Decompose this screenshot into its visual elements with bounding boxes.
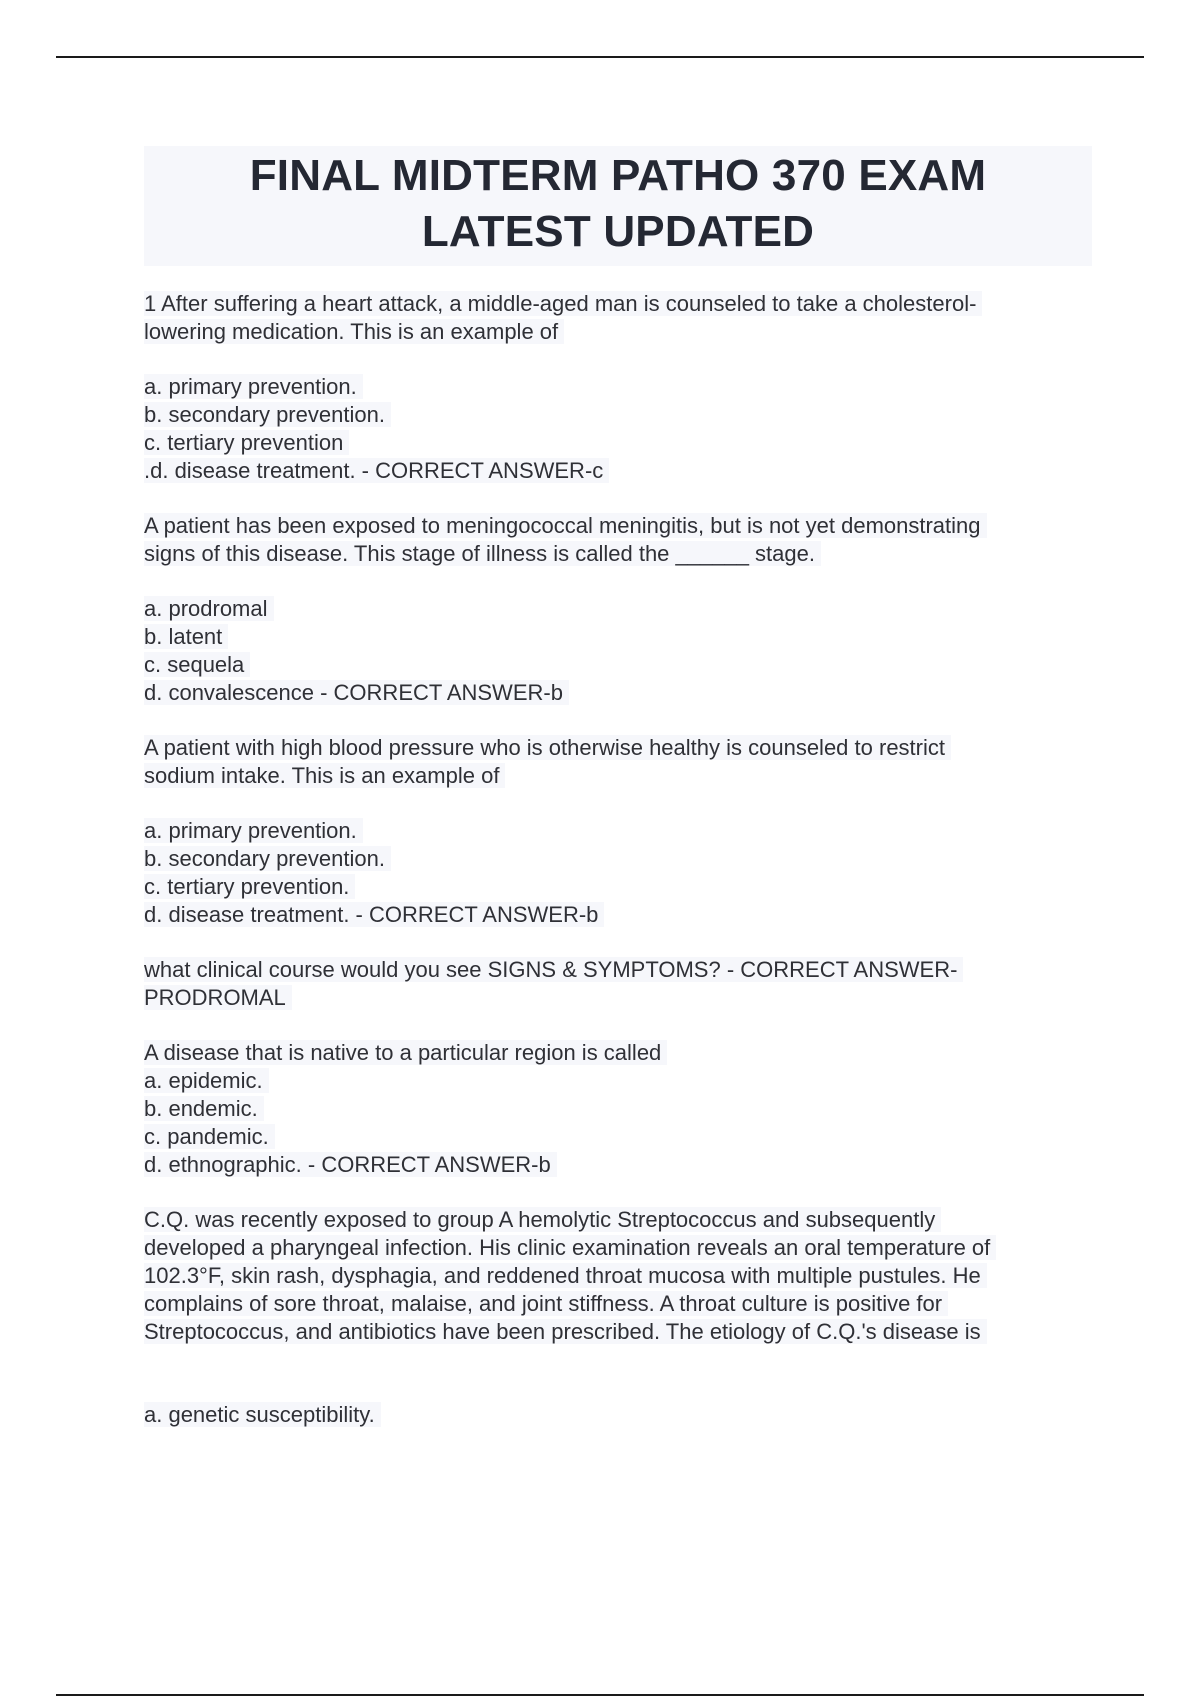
question-stem-line: A disease that is native to a particular region is called [144, 1040, 667, 1065]
question-5 [144, 1039, 1092, 1179]
top-rule [56, 56, 1144, 58]
question-stem-line: 102.3°F, skin rash, dysphagia, and reddened throat mucosa with multiple pustules. He [144, 1263, 987, 1288]
document-body [144, 146, 1092, 1429]
answer-option: b. secondary prevention. [144, 846, 391, 871]
question-4 [144, 956, 1092, 1012]
answer-option: c. pandemic. [144, 1124, 275, 1149]
answer-option: a. primary prevention. [144, 818, 363, 843]
question-stem-line: what clinical course would you see SIGNS & SYMPTOMS? - CORRECT ANSWER- [144, 957, 963, 982]
question-stem-line: 1 After suffering a heart attack, a middle-aged man is counseled to take a cholesterol- [144, 291, 982, 316]
question-2 [144, 512, 1092, 707]
answer-option-with-correct-answer: d. disease treatment. - CORRECT ANSWER-b [144, 902, 604, 927]
title-line-1: FINAL MIDTERM PATHO 370 EXAM [249, 151, 987, 200]
answer-option-with-correct-answer: d. ethnographic. - CORRECT ANSWER-b [144, 1152, 557, 1177]
title-line-2: LATEST UPDATED [421, 207, 815, 256]
answer-option: c. sequela [144, 652, 250, 677]
answer-option-with-correct-answer: .d. disease treatment. - CORRECT ANSWER-c [144, 458, 609, 483]
page-title [144, 146, 1092, 266]
answer-option: b. endemic. [144, 1096, 264, 1121]
answer-option: c. tertiary prevention [144, 430, 349, 455]
question-stem-line: sodium intake. This is an example of [144, 763, 505, 788]
question-stem-line: C.Q. was recently exposed to group A hemolytic Streptococcus and subsequently [144, 1207, 941, 1232]
question-stem-line: A patient with high blood pressure who is otherwise healthy is counseled to restrict [144, 735, 951, 760]
question-stem-line: developed a pharyngeal infection. His clinic examination reveals an oral temperature of [144, 1235, 996, 1260]
question-stem-line: signs of this disease. This stage of illness is called the ______ stage. [144, 541, 821, 566]
question-1 [144, 290, 1092, 485]
question-stem-line: complains of sore throat, malaise, and joint stiffness. A throat culture is positive for [144, 1291, 948, 1316]
question-3 [144, 734, 1092, 929]
answer-option: c. tertiary prevention. [144, 874, 355, 899]
bottom-rule [56, 1694, 1144, 1696]
question-stem-line: Streptococcus, and antibiotics have been prescribed. The etiology of C.Q.'s disease is [144, 1319, 987, 1344]
question-6 [144, 1206, 1092, 1429]
question-stem-line: A patient has been exposed to meningococcal meningitis, but is not yet demonstrating [144, 513, 987, 538]
answer-option: a. genetic susceptibility. [144, 1402, 381, 1427]
answer-option: b. latent [144, 624, 228, 649]
answer-option: a. prodromal [144, 596, 274, 621]
answer-option: b. secondary prevention. [144, 402, 391, 427]
answer-option-with-correct-answer: d. convalescence - CORRECT ANSWER-b [144, 680, 569, 705]
question-stem-line: PRODROMAL [144, 985, 292, 1010]
question-stem-line: lowering medication. This is an example of [144, 319, 564, 344]
answer-option: a. primary prevention. [144, 374, 363, 399]
answer-option: a. epidemic. [144, 1068, 269, 1093]
